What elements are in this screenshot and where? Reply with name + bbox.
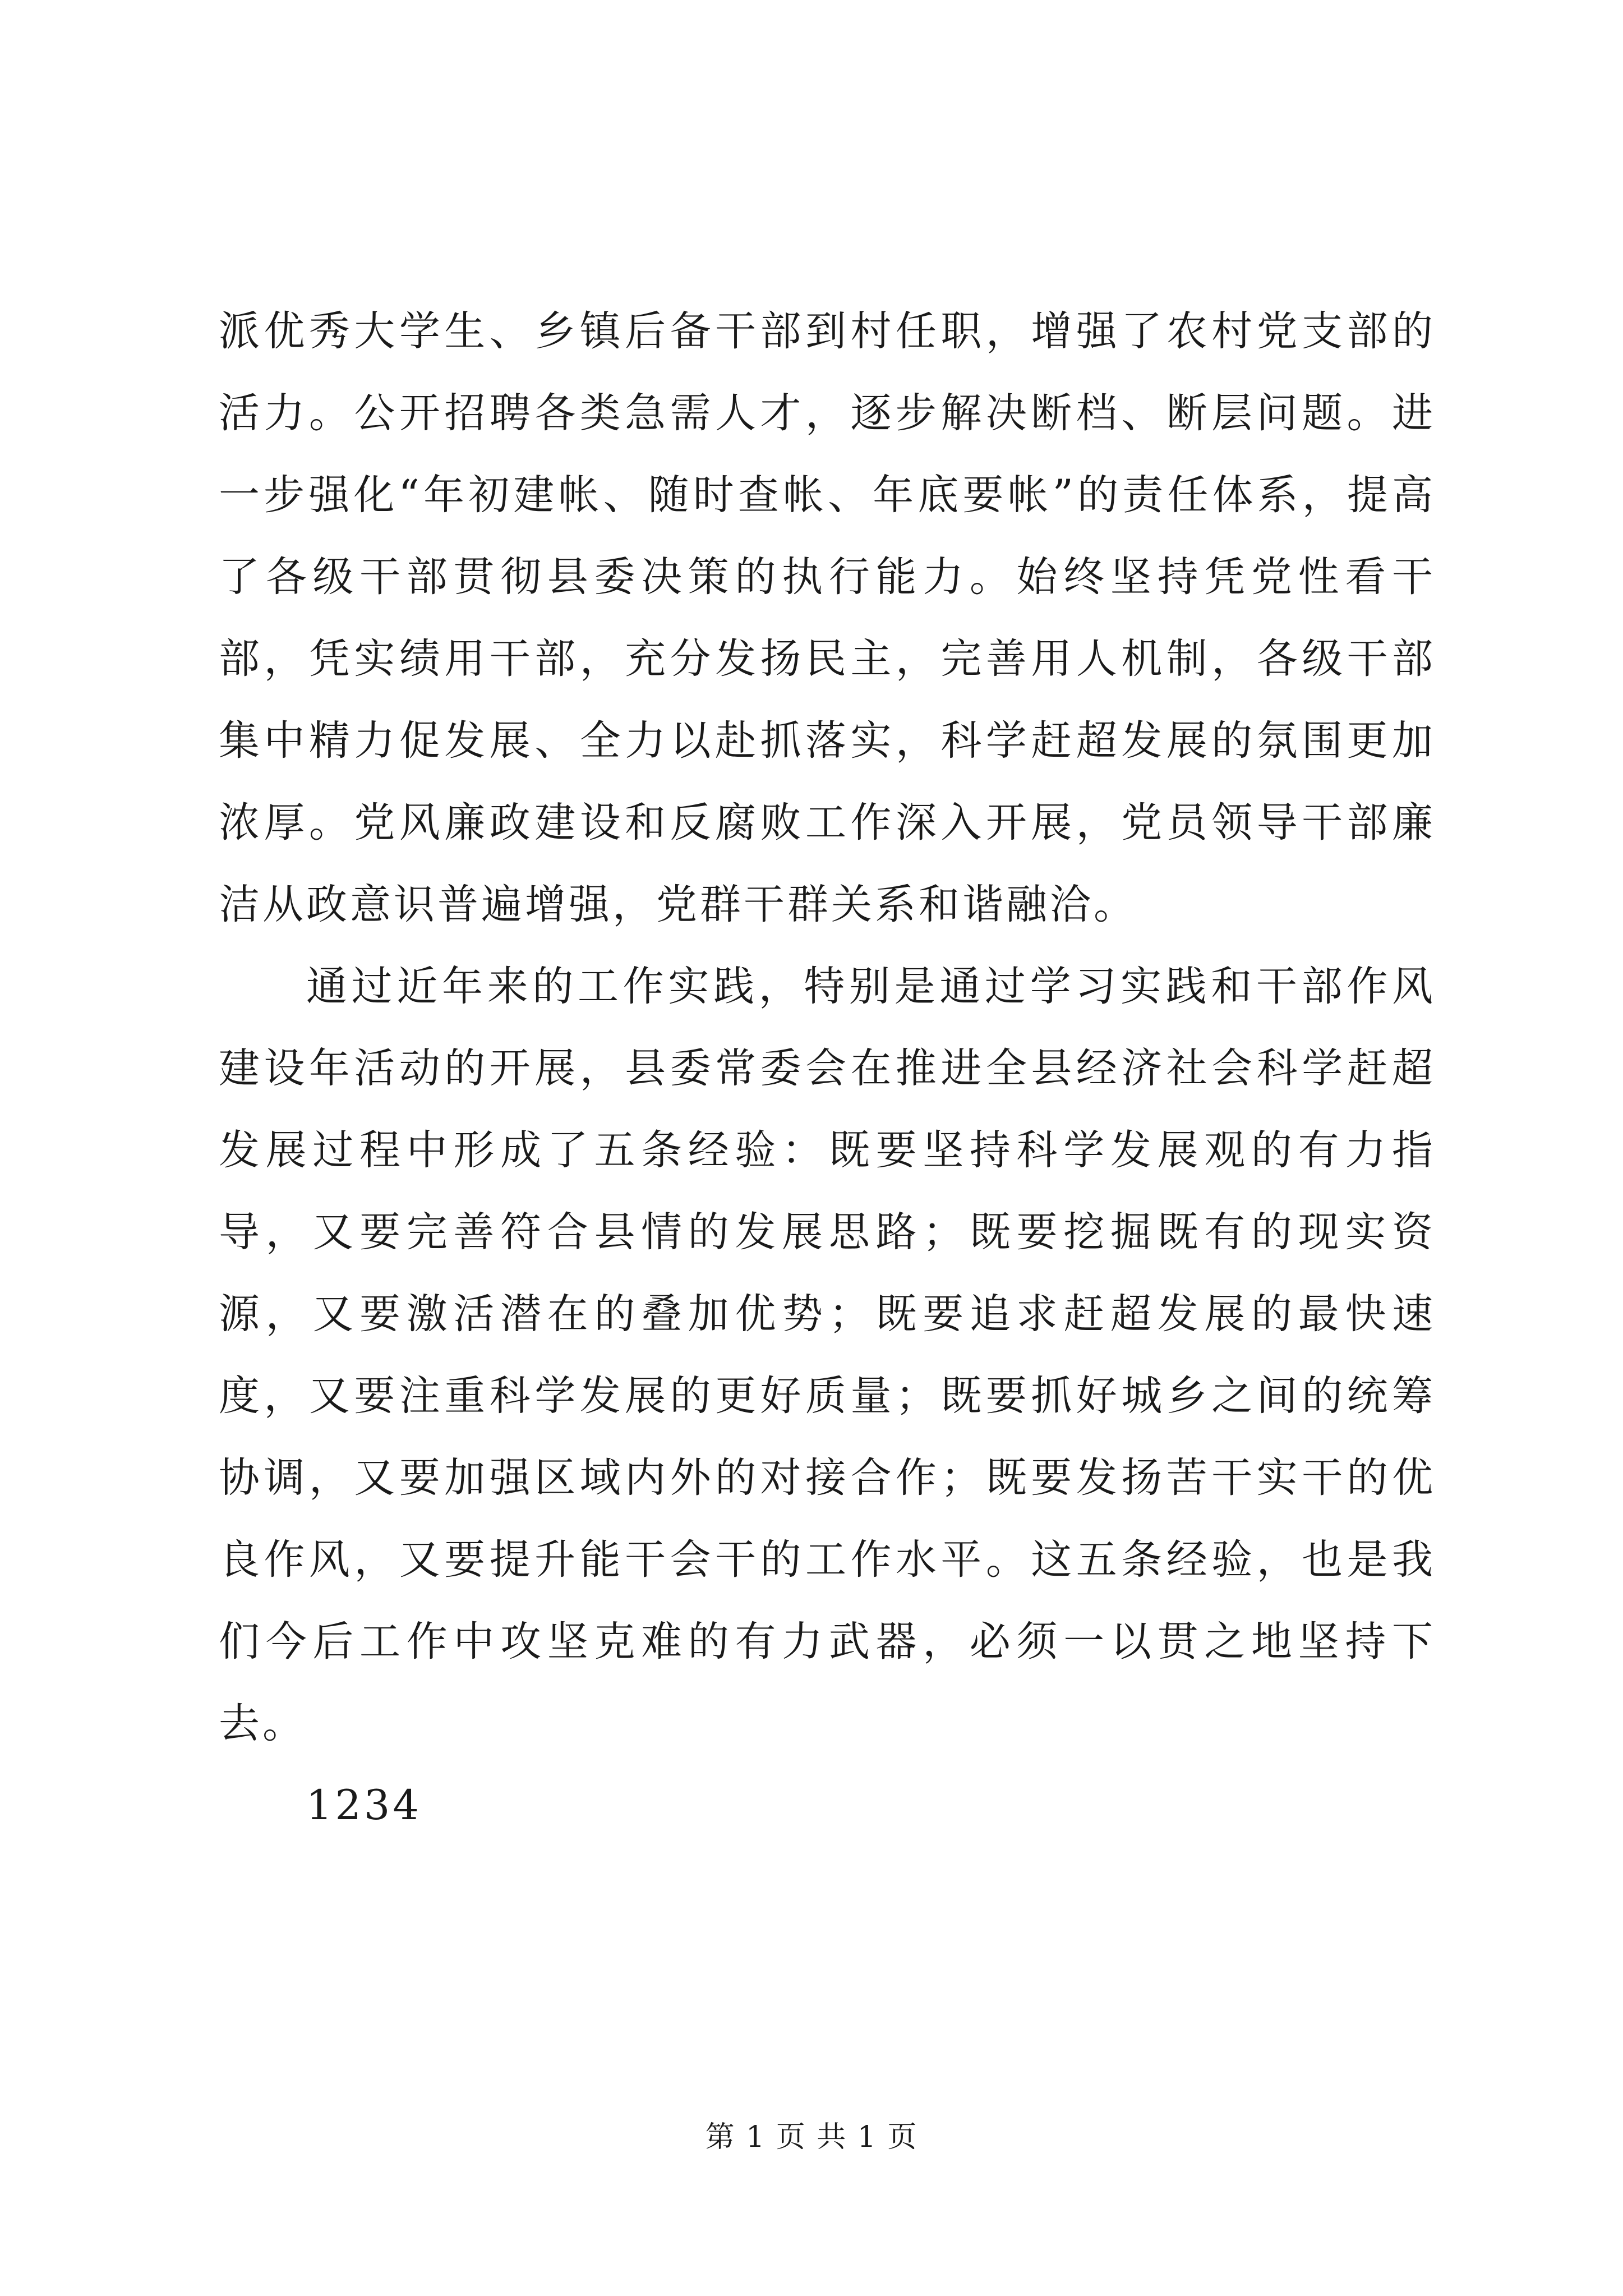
document-body <box>219 291 1436 1847</box>
body-paragraph-3: 1234 <box>306 1782 422 1829</box>
body-paragraph-1: 派优秀大学生、乡镇后备干部到村任职，增强了农村党支部的活力。公开招聘各类急需人才，逐步解决断档、断层问题。进一步强化“年初建帐、随时查帐、年底要帐”的责任体系，提高了各级干部贯彻县委决策的执行能力。始终坚持凭党性看干部，凭实绩用干部，充分发扬民主，完善用人机制，各级干部集中精力促发展、全力以赴抓落实，科学赶超发展的氛围更加浓厚。党风廉政建设和反腐败工作深入开展，党员领导干部廉洁从政意识普遍增强，党群干群关系和谐融洽。 <box>219 307 1436 928</box>
body-paragraph-2: 通过近年来的工作实践，特别是通过学习实践和干部作风建设年活动的开展，县委常委会在推进全县经济社会科学赶超发展过程中形成了五条经验：既要坚持科学发展观的有力指导，又要完善符合县情的发展思路；既要挖掘既有的现实资源，又要激活潜在的叠加优势；既要追求赶超发展的最快速度，又要注重科学发展的更好质量；既要抓好城乡之间的统筹协调，又要加强区域内外的对接合作；既要发扬苦干实干的优良作风，又要提升能干会干的工作水平。这五条经验，也是我们今后工作中攻坚克难的有力武器，必须一以贯之地坚持下去。 <box>219 963 1436 1747</box>
page-number-footer: 第 1 页 共 1 页 <box>705 2120 918 2154</box>
